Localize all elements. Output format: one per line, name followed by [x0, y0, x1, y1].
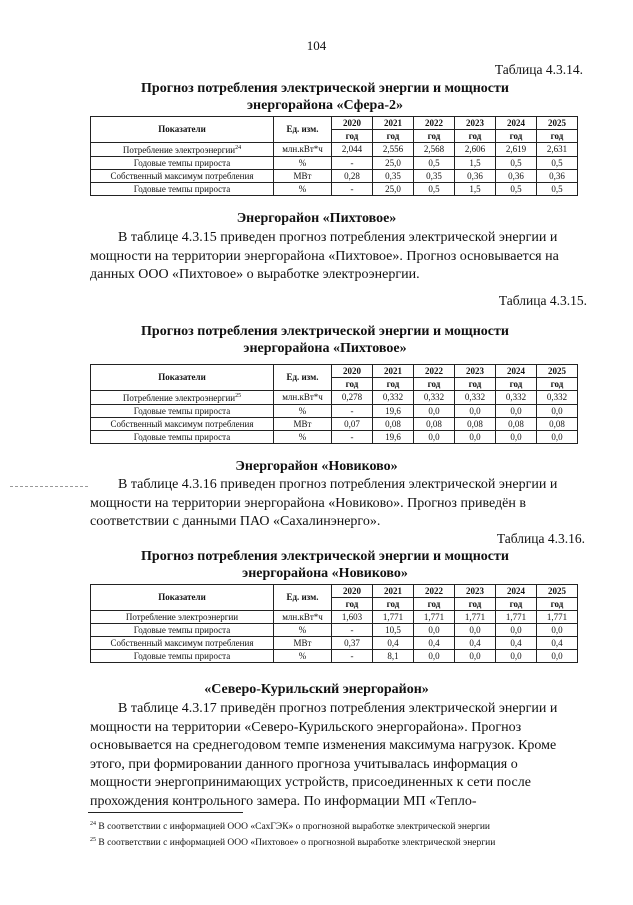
table-cell: 0,0 [537, 624, 578, 637]
footnotes [90, 818, 590, 850]
row-unit: МВт [274, 637, 332, 650]
table-title [70, 548, 580, 582]
header-year-word: год [414, 130, 455, 143]
table-cell: 0,08 [414, 418, 455, 431]
table-cell: 0,0 [414, 624, 455, 637]
row-unit: млн.кВт*ч [274, 611, 332, 624]
table-cell: 0,0 [455, 431, 496, 444]
paragraph-line: мощности на территории энергорайона «Новиково». Прогноз приведён в [90, 495, 526, 511]
header-unit: Ед. изм. [274, 117, 332, 143]
header-year: 2025 [537, 585, 578, 598]
header-year-word: год [414, 378, 455, 391]
header-year-word: год [332, 598, 373, 611]
table-cell: 0,4 [455, 637, 496, 650]
table-cell: 0,08 [455, 418, 496, 431]
footnote-text: В соответствии с информацией ООО «СахГЭК» о прогнозной выработке электрической энергии [98, 822, 490, 833]
section-heading: Энергорайон «Пихтовое» [236, 211, 397, 226]
header-year-word: год [537, 598, 578, 611]
row-indicator-text: Собственный максимум потребления [110, 418, 254, 429]
table-cell: 0,08 [496, 418, 537, 431]
table-cell: 25,0 [373, 183, 414, 196]
table-cell: - [332, 183, 373, 196]
table-cell: 1,771 [496, 611, 537, 624]
table-cell: 0,08 [537, 418, 578, 431]
table-title [70, 323, 580, 357]
table-cell: 0,36 [496, 170, 537, 183]
paragraph [90, 229, 587, 285]
paragraph-line: основывается на среднегодовом темпе изменения максимума нагрузок. Кроме [90, 738, 557, 753]
header-year-word: год [537, 130, 578, 143]
table-title-line: энергорайона «Сфера-2» [246, 98, 403, 113]
row-indicator-text: Годовые темпы прироста [133, 157, 231, 168]
table-cell: - [332, 431, 373, 444]
table-cell: 0,07 [332, 418, 373, 431]
header-year: 2022 [414, 365, 455, 378]
header-year: 2020 [332, 585, 373, 598]
row-indicator [91, 624, 274, 637]
header-year: 2020 [332, 365, 373, 378]
forecast-table [90, 584, 578, 663]
table-cell: 0,332 [373, 391, 414, 405]
header-year: 2024 [496, 585, 537, 598]
table-cell: 1,603 [332, 611, 373, 624]
table-cell: 0,332 [496, 391, 537, 405]
row-indicator [91, 391, 274, 405]
forecast-table [90, 364, 578, 444]
section-heading: «Северо-Курильский энергорайон» [204, 682, 429, 697]
footnote-ref: 24 [235, 145, 242, 151]
table-cell: 0,0 [414, 405, 455, 418]
table-cell: 0,0 [496, 405, 537, 418]
table-cell: - [332, 650, 373, 663]
row-indicator-text: Годовые темпы прироста [133, 183, 231, 194]
table-cell: 0,0 [496, 431, 537, 444]
row-indicator-text: Потребление электроэнергии [122, 393, 236, 403]
table-cell: 0,0 [455, 405, 496, 418]
table-cell: 1,771 [373, 611, 414, 624]
header-year-word: год [373, 598, 414, 611]
header-year: 2025 [537, 117, 578, 130]
row-indicator-text: Годовые темпы прироста [133, 650, 231, 661]
table-cell: 0,5 [537, 157, 578, 170]
table-cell: 0,0 [496, 624, 537, 637]
paragraph-line [90, 229, 587, 248]
row-unit: % [274, 624, 332, 637]
table-header-row [91, 365, 578, 378]
table-cell: 0,5 [414, 183, 455, 196]
footnote [90, 818, 590, 834]
header-year: 2024 [496, 117, 537, 130]
row-indicator-text: Собственный максимум потребления [110, 170, 254, 181]
table-row [91, 431, 578, 444]
table-cell: 2,568 [414, 143, 455, 157]
header-year: 2021 [373, 117, 414, 130]
table-row [91, 624, 578, 637]
table-cell: 1,5 [455, 183, 496, 196]
footnote-mark: 25 [90, 837, 96, 844]
table-cell: 2,556 [373, 143, 414, 157]
header-year-word: год [537, 378, 578, 391]
header-year: 2024 [496, 365, 537, 378]
table-cell: 0,08 [373, 418, 414, 431]
paragraph-line: мощности энергопринимающих устройств, присоединенных к сети после [90, 775, 531, 790]
table-row [91, 143, 578, 157]
header-year-word: год [455, 598, 496, 611]
row-indicator [91, 637, 274, 650]
header-year: 2022 [414, 117, 455, 130]
header-year-word: год [455, 378, 496, 391]
table-cell: 0,332 [537, 391, 578, 405]
row-indicator-text: Годовые темпы прироста [133, 431, 231, 442]
table-cell: 10,5 [373, 624, 414, 637]
table-cell: 19,6 [373, 405, 414, 418]
header-year-word: год [373, 130, 414, 143]
table-cell: 0,0 [537, 431, 578, 444]
table-cell: 0,37 [332, 637, 373, 650]
table-row [91, 391, 578, 405]
table-cell: 0,0 [414, 431, 455, 444]
paragraph-line [90, 476, 587, 495]
header-year-word: год [496, 130, 537, 143]
table-cell: 0,332 [455, 391, 496, 405]
paragraph-line: мощности на территории «Северо-Курильского энергорайона». Прогноз [90, 719, 522, 735]
table-row [91, 650, 578, 663]
table-header-row [91, 585, 578, 598]
table-cell: 0,4 [537, 637, 578, 650]
table-label: Таблица 4.3.16. [496, 531, 585, 546]
table-cell: - [332, 624, 373, 637]
table-row [91, 170, 578, 183]
header-indicator: Показатели [91, 365, 274, 391]
table-title-line: энергорайона «Пихтовое» [243, 341, 407, 356]
row-indicator [91, 650, 274, 663]
paragraph-line: этого, при формировании данного прогноза учитывалась информация о [90, 756, 518, 772]
table-cell: 0,35 [414, 170, 455, 183]
header-indicator: Показатели [91, 585, 274, 611]
paragraph-line [90, 700, 587, 719]
table-cell: 0,0 [455, 624, 496, 637]
table-cell: 0,278 [332, 391, 373, 405]
table-cell: 0,0 [537, 405, 578, 418]
header-year-word: год [496, 598, 537, 611]
paragraph-line: данных ООО «Пихтовое» о выработке электроэнергии. [90, 267, 420, 282]
header-unit: Ед. изм. [274, 585, 332, 611]
table-cell: 2,044 [332, 143, 373, 157]
table-cell: 2,606 [455, 143, 496, 157]
header-year: 2021 [373, 585, 414, 598]
table-cell: 0,332 [414, 391, 455, 405]
table-row [91, 418, 578, 431]
table-cell: 0,5 [496, 183, 537, 196]
row-unit: % [274, 405, 332, 418]
header-year: 2022 [414, 585, 455, 598]
header-unit: Ед. изм. [274, 365, 332, 391]
row-indicator [91, 431, 274, 444]
footnote [90, 834, 590, 850]
paragraph-text: В таблице 4.3.16 приведен прогноз потребления электрической энергии и [118, 477, 558, 492]
table-cell: 0,36 [537, 170, 578, 183]
scan-artifact [10, 486, 88, 487]
table-title-line: Прогноз потребления электрической энергии и мощности [141, 81, 509, 96]
footnote-separator [88, 812, 243, 813]
row-unit: % [274, 183, 332, 196]
table-row [91, 157, 578, 170]
row-indicator-text: Потребление электроэнергии [125, 611, 239, 622]
row-indicator [91, 418, 274, 431]
table-cell: 8,1 [373, 650, 414, 663]
paragraph-text: В таблице 4.3.15 приведен прогноз потребления электрической энергии и [118, 230, 558, 245]
header-year: 2025 [537, 365, 578, 378]
table-cell: 2,619 [496, 143, 537, 157]
table-cell: 0,4 [496, 637, 537, 650]
paragraph [90, 700, 587, 811]
row-unit: млн.кВт*ч [274, 391, 332, 405]
row-unit: % [274, 157, 332, 170]
page-number: 104 [306, 38, 327, 53]
table-cell: 0,28 [332, 170, 373, 183]
table-cell: 0,5 [414, 157, 455, 170]
row-unit: МВт [274, 418, 332, 431]
table-label: Таблица 4.3.15. [498, 293, 587, 308]
header-year-word: год [496, 378, 537, 391]
row-unit: % [274, 650, 332, 663]
table-cell: 1,771 [537, 611, 578, 624]
table-cell: 0,0 [537, 650, 578, 663]
table-cell: 0,4 [414, 637, 455, 650]
footnote-text: В соответствии с информацией ООО «Пихтовое» о прогнозной выработке электрической энергии [98, 838, 496, 849]
section-heading: Энергорайон «Новиково» [235, 459, 398, 474]
header-year: 2020 [332, 117, 373, 130]
header-year: 2023 [455, 117, 496, 130]
table-title [70, 80, 580, 114]
table-cell: 19,6 [373, 431, 414, 444]
row-indicator-text: Годовые темпы прироста [133, 624, 231, 635]
table-row [91, 637, 578, 650]
table-row [91, 183, 578, 196]
header-year: 2023 [455, 365, 496, 378]
table-cell: 0,35 [373, 170, 414, 183]
table-cell: 1,5 [455, 157, 496, 170]
table-row [91, 611, 578, 624]
paragraph [90, 476, 587, 532]
table-cell: 1,771 [455, 611, 496, 624]
row-unit: % [274, 431, 332, 444]
table-cell: 0,5 [496, 157, 537, 170]
table-title-line: энергорайона «Новиково» [242, 566, 408, 581]
header-year: 2023 [455, 585, 496, 598]
table-cell: 0,5 [537, 183, 578, 196]
table-cell: 0,36 [455, 170, 496, 183]
paragraph-line: соответствии с данными ПАО «Сахалинэнерго». [90, 514, 381, 529]
header-year-word: год [332, 378, 373, 391]
row-indicator [91, 611, 274, 624]
row-indicator [91, 143, 274, 157]
table-title-line: Прогноз потребления электрической энергии и мощности [141, 549, 509, 564]
table-cell: 0,0 [414, 650, 455, 663]
paragraph-line: мощности на территории энергорайона «Пихтовое». Прогноз основывается на [90, 248, 559, 264]
row-indicator [91, 157, 274, 170]
footnote-mark: 24 [90, 821, 96, 827]
table-cell: - [332, 405, 373, 418]
row-unit: млн.кВт*ч [274, 143, 332, 157]
header-indicator: Показатели [91, 117, 274, 143]
table-row [91, 405, 578, 418]
forecast-table [90, 116, 578, 196]
header-year-word: год [455, 130, 496, 143]
row-indicator [91, 405, 274, 418]
table-cell: 0,4 [373, 637, 414, 650]
footnote-ref: 25 [235, 393, 242, 399]
table-cell: 2,631 [537, 143, 578, 157]
row-indicator-text: Годовые темпы прироста [133, 405, 231, 416]
header-year-word: год [414, 598, 455, 611]
header-year-word: год [373, 378, 414, 391]
table-title-line: Прогноз потребления электрической энергии и мощности [141, 324, 509, 339]
table-cell: 25,0 [373, 157, 414, 170]
table-cell: 1,771 [414, 611, 455, 624]
row-indicator-text: Потребление электроэнергии [122, 145, 236, 155]
table-cell: - [332, 157, 373, 170]
row-unit: МВт [274, 170, 332, 183]
row-indicator [91, 183, 274, 196]
table-cell: 0,0 [496, 650, 537, 663]
header-year-word: год [332, 130, 373, 143]
paragraph-line: прохождения контрольного замера. По информации МП «Тепло- [90, 793, 477, 809]
table-label: Таблица 4.3.14. [494, 62, 583, 77]
header-year: 2021 [373, 365, 414, 378]
paragraph-text: В таблице 4.3.17 приведён прогноз потребления электрической энергии и [118, 701, 558, 716]
row-indicator [91, 170, 274, 183]
table-cell: 0,0 [455, 650, 496, 663]
row-indicator-text: Собственный максимум потребления [110, 637, 254, 648]
table-header-row [91, 117, 578, 130]
